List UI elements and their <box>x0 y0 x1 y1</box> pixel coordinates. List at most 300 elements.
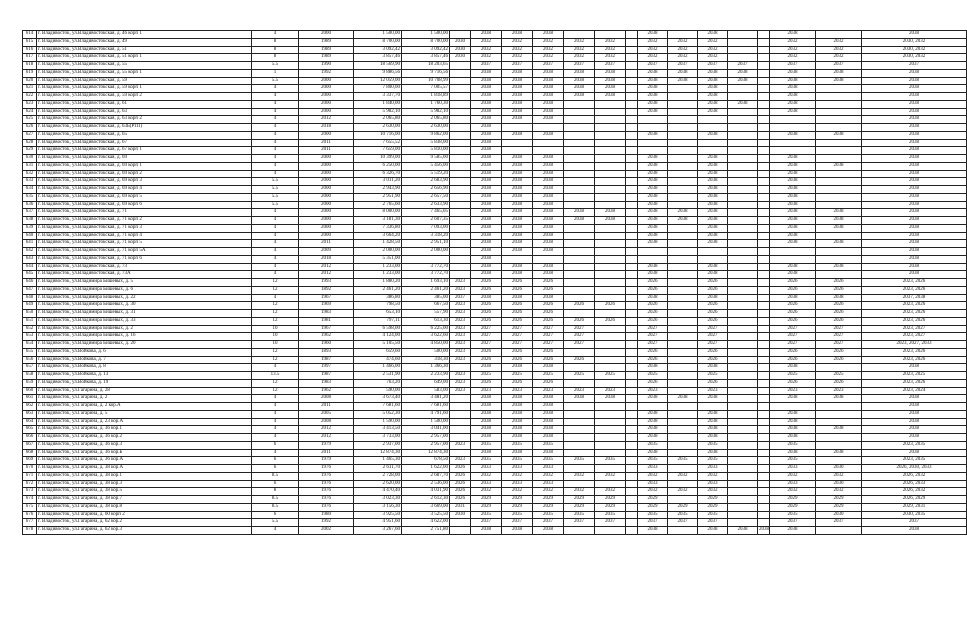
plan-col-19: 2038 <box>770 232 816 240</box>
row-number: 622 <box>23 93 37 101</box>
plan-col-13 <box>626 511 638 519</box>
plan-col-13 <box>626 356 638 364</box>
plan-col-14: 2038 <box>638 395 668 403</box>
plan-col-11 <box>564 480 595 488</box>
plan-col-16: 2032 <box>698 488 728 496</box>
area-living-cell: 3 318,20 <box>402 232 450 240</box>
plan-col-13 <box>626 279 638 287</box>
plan-col-11: 2038 <box>564 93 595 101</box>
plan-col-20: 2026 <box>816 279 862 287</box>
plan-summary-cell: 2038 <box>862 155 967 163</box>
plan-col-10: 2038 <box>533 410 564 418</box>
plan-col-18 <box>758 379 770 387</box>
plan-col-10: 2038 <box>533 155 564 163</box>
plan-col-9: 2038 <box>502 240 533 248</box>
plan-col-9 <box>502 147 533 155</box>
plan-col-14: 2038 <box>638 100 668 108</box>
plan-col-9: 2038 <box>502 77 533 85</box>
year-cell: 2000 <box>299 170 354 178</box>
address-cell: г. Владивосток, ул.Владивостокская, д. 73А <box>37 271 252 279</box>
plan-col-16: 2026 <box>698 302 728 310</box>
plan-col-16: 2038 <box>698 263 728 271</box>
row-number: 673 <box>23 488 37 496</box>
plan-col-13 <box>626 457 638 465</box>
area-total-cell: 590,00 <box>354 387 402 395</box>
plan-col-13 <box>626 193 638 201</box>
plan-col-19: 2038 <box>770 395 816 403</box>
plan-col-11: 2032 <box>564 488 595 496</box>
row-number: 654 <box>23 341 37 349</box>
plan-col-8: 2038 <box>471 162 502 170</box>
plan-col-20: 2038 <box>816 395 862 403</box>
plan-col-11: 2026 <box>564 317 595 325</box>
plan-col-7: 2023 <box>450 441 471 449</box>
plan-col-16: 2026 <box>698 348 728 356</box>
plan-col-16: 2026 <box>698 356 728 364</box>
area-total-cell: 3 023,30 <box>354 496 402 504</box>
plan-col-10: 2027 <box>533 333 564 341</box>
plan-col-15 <box>668 449 698 457</box>
plan-col-17: 2038 <box>728 77 758 85</box>
address-cell: г. Владивосток, ул.Владивостокская, д. 51 корп 1 <box>37 54 252 62</box>
row-number: 672 <box>23 480 37 488</box>
area-total-cell: 5 351,00 <box>354 255 402 263</box>
plan-col-17 <box>728 155 758 163</box>
wear-cell: 12 <box>252 310 299 318</box>
plan-col-10: 2038 <box>533 403 564 411</box>
plan-col-16: 2038 <box>698 178 728 186</box>
plan-col-20: 2038 <box>816 449 862 457</box>
plan-col-8: 2037 <box>471 62 502 70</box>
plan-summary-cell: 2038 <box>862 69 967 77</box>
plan-col-18 <box>758 46 770 54</box>
plan-summary-cell: 2038 <box>862 434 967 442</box>
address-cell: г. Владивосток, ул.Гагарина, д. 38 кор.А <box>37 465 252 473</box>
address-cell: г. Владивосток, ул.Войкова, д. 8 <box>37 364 252 372</box>
area-living-cell: 2 751,80 <box>402 527 450 535</box>
plan-summary-cell: 2038 <box>862 108 967 116</box>
address-cell: г. Владивосток, ул.Владимира Бишевых, д. 16 <box>37 333 252 341</box>
plan-summary-cell: 2038 <box>862 364 967 372</box>
plan-col-16: 2038 <box>698 271 728 279</box>
year-cell: 2005 <box>299 410 354 418</box>
plan-col-14: 2038 <box>638 434 668 442</box>
plan-col-19: 2035 <box>770 441 816 449</box>
area-total-cell: 18 569,90 <box>354 62 402 70</box>
plan-col-19 <box>770 139 816 147</box>
plan-col-9: 2038 <box>502 131 533 139</box>
row-number: 669 <box>23 457 37 465</box>
plan-col-12: 2038 <box>595 93 626 101</box>
plan-summary-cell: 2037 <box>862 62 967 70</box>
address-cell: г. Владивосток, ул.Гагарина, д. 36 кор.А <box>37 457 252 465</box>
table-row <box>23 465 967 473</box>
area-living-cell: 3 772,70 <box>402 271 450 279</box>
plan-col-9: 2033 <box>502 480 533 488</box>
plan-col-17 <box>728 325 758 333</box>
year-cell: 2000 <box>299 201 354 209</box>
area-total-cell: 7 681,60 <box>354 403 402 411</box>
plan-col-14: 2026 <box>638 317 668 325</box>
plan-col-19: 2038 <box>770 77 816 85</box>
table-row <box>23 410 967 418</box>
plan-col-8: 2038 <box>471 124 502 132</box>
plan-col-11 <box>564 418 595 426</box>
area-living-cell: 5 810,00 <box>402 147 450 155</box>
plan-col-10: 2038 <box>533 116 564 124</box>
plan-col-13 <box>626 395 638 403</box>
plan-col-13 <box>626 186 638 194</box>
plan-col-20: 2038 <box>816 217 862 225</box>
wear-cell: 8.5 <box>252 503 299 511</box>
plan-col-15 <box>668 434 698 442</box>
plan-col-19: 2038 <box>770 364 816 372</box>
wear-cell: 4 <box>252 116 299 124</box>
plan-col-11 <box>564 240 595 248</box>
plan-col-19: 2038 <box>770 209 816 217</box>
table-row <box>23 472 967 480</box>
area-total-cell: 1 233,00 <box>354 271 402 279</box>
plan-col-15 <box>668 310 698 318</box>
plan-col-19: 2038 <box>770 178 816 186</box>
area-living-cell: 7 681,60 <box>402 403 450 411</box>
plan-col-19: 2038 <box>770 418 816 426</box>
row-number: 641 <box>23 240 37 248</box>
plan-col-20 <box>816 139 862 147</box>
address-cell: г. Владивосток, ул.Владивостокская, д. 55 <box>37 62 252 70</box>
area-living-cell: 649,00 <box>402 379 450 387</box>
address-cell: г. Владивосток, ул.Владивостокская, д. 71 корп 4 <box>37 232 252 240</box>
address-cell: г. Владивосток, ул.Владивостокская, д. 71 корп 6 <box>37 255 252 263</box>
plan-col-12: 2023 <box>595 387 626 395</box>
area-living-cell: 2 630,00 <box>402 124 450 132</box>
row-number: 617 <box>23 54 37 62</box>
plan-col-7: 2023 <box>450 379 471 387</box>
plan-col-13 <box>626 527 638 535</box>
plan-col-14: 2038 <box>638 240 668 248</box>
address-cell: г. Владивосток, ул.Гагарина, д. 36 кор.Б <box>37 449 252 457</box>
plan-col-11: 2038 <box>564 209 595 217</box>
plan-col-12 <box>595 131 626 139</box>
plan-col-8: 2023 <box>471 387 502 395</box>
plan-col-8: 2038 <box>471 155 502 163</box>
plan-summary-cell: 2023, 2026 <box>862 317 967 325</box>
plan-col-9: 2026 <box>502 348 533 356</box>
plan-col-12 <box>595 527 626 535</box>
plan-col-11 <box>564 147 595 155</box>
address-cell: г. Владивосток, ул.Владивостокская, д. 59 <box>37 77 252 85</box>
plan-col-16: 2027 <box>698 341 728 349</box>
plan-col-18 <box>758 395 770 403</box>
wear-cell: 4 <box>252 240 299 248</box>
plan-col-17 <box>728 186 758 194</box>
plan-col-15 <box>668 387 698 395</box>
year-cell: 2000 <box>299 93 354 101</box>
area-living-cell: 3 092,42 <box>402 46 450 54</box>
plan-col-20: 2032 <box>816 46 862 54</box>
plan-col-7: 2030 <box>450 511 471 519</box>
plan-col-9: 2038 <box>502 527 533 535</box>
plan-col-15 <box>668 201 698 209</box>
plan-col-12: 2025 <box>595 372 626 380</box>
year-cell: 2000 <box>299 108 354 116</box>
plan-col-15 <box>668 193 698 201</box>
plan-col-11 <box>564 294 595 302</box>
plan-col-14: 2038 <box>638 77 668 85</box>
plan-col-17 <box>728 139 758 147</box>
area-total-cell: 8 700,00 <box>354 38 402 46</box>
address-cell: г. Владивосток, ул.Владивостокская, д. 71 корп 5А <box>37 248 252 256</box>
plan-col-15 <box>668 139 698 147</box>
plan-col-7 <box>450 69 471 77</box>
address-cell: г. Владивосток, ул.Владивостокская, д. 63 корп 2 <box>37 116 252 124</box>
plan-col-18 <box>758 387 770 395</box>
plan-col-7 <box>450 193 471 201</box>
plan-col-20 <box>816 155 862 163</box>
area-total-cell: 797,11 <box>354 317 402 325</box>
plan-col-8: 2038 <box>471 527 502 535</box>
address-cell: г. Владивосток, ул.Владивостокская, д. 71 корп 5 <box>37 240 252 248</box>
plan-col-18 <box>758 255 770 263</box>
year-cell: 1987 <box>299 356 354 364</box>
plan-col-13 <box>626 46 638 54</box>
plan-col-14: 2035 <box>638 511 668 519</box>
plan-col-7: 2023 <box>450 333 471 341</box>
plan-col-9: 2038 <box>502 155 533 163</box>
wear-cell: 5.5 <box>252 193 299 201</box>
plan-col-13 <box>626 240 638 248</box>
wear-cell: 12 <box>252 379 299 387</box>
plan-summary-cell: 2029, 2031 <box>862 503 967 511</box>
area-total-cell: 10 716,00 <box>354 131 402 139</box>
area-living-cell: 3 525,50 <box>402 511 450 519</box>
plan-col-15 <box>668 170 698 178</box>
plan-col-8: 2038 <box>471 139 502 147</box>
plan-col-20: 2026 <box>816 379 862 387</box>
wear-cell: 5.5 <box>252 62 299 70</box>
table-row <box>23 263 967 271</box>
table-row <box>23 503 967 511</box>
wear-cell: 4 <box>252 294 299 302</box>
area-living-cell: 5 982,10 <box>402 108 450 116</box>
plan-col-9: 2038 <box>502 418 533 426</box>
plan-col-14 <box>638 116 668 124</box>
area-total-cell: 3 413,50 <box>354 426 402 434</box>
plan-col-8: 2038 <box>471 217 502 225</box>
plan-col-7: 2023 <box>450 356 471 364</box>
plan-col-18 <box>758 178 770 186</box>
plan-col-13 <box>626 317 638 325</box>
address-cell: г. Владивосток, ул.Владивостокская, д. 55 корп 1 <box>37 69 252 77</box>
plan-col-17 <box>728 333 758 341</box>
plan-col-18 <box>758 193 770 201</box>
row-number: 644 <box>23 263 37 271</box>
plan-col-11: 2032 <box>564 54 595 62</box>
plan-col-13 <box>626 77 638 85</box>
plan-col-20 <box>816 170 862 178</box>
plan-col-18 <box>758 472 770 480</box>
address-cell: г. Владивосток, ул.Войкова, д. 19 <box>37 379 252 387</box>
plan-col-14: 2038 <box>638 217 668 225</box>
address-cell: г. Владивосток, ул.Владимира Бишевых, д. 20 <box>37 341 252 349</box>
plan-col-19: 2026 <box>770 286 816 294</box>
year-cell: 2000 <box>299 162 354 170</box>
plan-col-15 <box>668 31 698 39</box>
plan-col-10: 2038 <box>533 527 564 535</box>
plan-col-15 <box>668 348 698 356</box>
plan-col-10: 2032 <box>533 472 564 480</box>
plan-col-18 <box>758 147 770 155</box>
plan-col-15: 2037 <box>668 62 698 70</box>
plan-col-7 <box>450 139 471 147</box>
year-cell: 1967 <box>299 294 354 302</box>
plan-col-8: 2026 <box>471 348 502 356</box>
plan-col-10: 2038 <box>533 426 564 434</box>
plan-col-14: 2038 <box>638 224 668 232</box>
plan-col-19: 2038 <box>770 186 816 194</box>
plan-col-20: 2032 <box>816 488 862 496</box>
year-cell: 2011 <box>299 240 354 248</box>
plan-col-7: 2026 <box>450 472 471 480</box>
address-cell: г. Владивосток, ул.Владимира Бишевых, д. 2 <box>37 325 252 333</box>
plan-col-8: 2025 <box>471 372 502 380</box>
wear-cell: 4 <box>252 271 299 279</box>
wear-cell: 6 <box>252 511 299 519</box>
plan-col-17 <box>728 170 758 178</box>
row-number: 655 <box>23 348 37 356</box>
area-total-cell: 2 531,90 <box>354 372 402 380</box>
area-living-cell: 4 622,00 <box>402 519 450 527</box>
plan-col-8: 2026 <box>471 286 502 294</box>
plan-col-8: 2027 <box>471 341 502 349</box>
plan-col-14: 2038 <box>638 271 668 279</box>
plan-col-10: 2026 <box>533 348 564 356</box>
year-cell: 2011 <box>299 139 354 147</box>
plan-col-17 <box>728 426 758 434</box>
plan-col-17 <box>728 263 758 271</box>
plan-col-20: 2023 <box>816 387 862 395</box>
year-cell: 2000 <box>299 232 354 240</box>
area-living-cell: 9 862,00 <box>402 131 450 139</box>
plan-summary-cell: 2038 <box>862 178 967 186</box>
plan-summary-cell: 2023, 2026 <box>862 379 967 387</box>
plan-col-14: 2038 <box>638 93 668 101</box>
wear-cell: 4 <box>252 434 299 442</box>
wear-cell: 4 <box>252 364 299 372</box>
plan-col-16: 2027 <box>698 325 728 333</box>
wear-cell: 12 <box>252 348 299 356</box>
plan-col-17 <box>728 457 758 465</box>
plan-col-13 <box>626 403 638 411</box>
plan-col-16: 2033 <box>698 480 728 488</box>
plan-col-8: 2027 <box>471 325 502 333</box>
plan-col-12 <box>595 232 626 240</box>
wear-cell: 4 <box>252 426 299 434</box>
plan-col-8: 2032 <box>471 38 502 46</box>
plan-col-16: 2038 <box>698 155 728 163</box>
wear-cell: 13.5 <box>252 372 299 380</box>
address-cell: г. Владивосток, ул.Владивостокская, д. 46 корп 1 <box>37 31 252 39</box>
plan-col-7: 2026 <box>450 465 471 473</box>
plan-col-10 <box>533 139 564 147</box>
plan-col-18 <box>758 488 770 496</box>
plan-col-11 <box>564 348 595 356</box>
area-living-cell: 1 500,00 <box>402 31 450 39</box>
plan-col-17 <box>728 224 758 232</box>
plan-col-10: 2033 <box>533 465 564 473</box>
area-total-cell: 3 267,60 <box>354 527 402 535</box>
plan-col-19: 2032 <box>770 38 816 46</box>
area-total-cell: 3 733,00 <box>354 434 402 442</box>
plan-col-18 <box>758 100 770 108</box>
address-cell: г. Владивосток, ул.Владимира Бишевых, д. 5 <box>37 279 252 287</box>
plan-col-10: 2038 <box>533 193 564 201</box>
plan-col-14: 2033 <box>638 480 668 488</box>
wear-cell: 10 <box>252 333 299 341</box>
plan-col-7: 2023 <box>450 348 471 356</box>
plan-col-14: 2037 <box>638 519 668 527</box>
plan-col-8: 2035 <box>471 457 502 465</box>
wear-cell: 4 <box>252 124 299 132</box>
plan-col-12 <box>595 248 626 256</box>
table-row <box>23 155 967 163</box>
plan-col-7 <box>450 162 471 170</box>
table-row <box>23 108 967 116</box>
plan-col-13 <box>626 139 638 147</box>
plan-col-13 <box>626 426 638 434</box>
row-number: 658 <box>23 372 37 380</box>
plan-col-16: 2038 <box>698 193 728 201</box>
plan-col-16 <box>698 147 728 155</box>
address-cell: г. Владивосток, ул.Владивостокская, д. 59 корп 2 <box>37 93 252 101</box>
plan-col-13 <box>626 201 638 209</box>
plan-col-19: 2023 <box>770 387 816 395</box>
row-number: 653 <box>23 333 37 341</box>
plan-col-10: 2037 <box>533 62 564 70</box>
plan-col-11 <box>564 139 595 147</box>
wear-cell: 4 <box>252 449 299 457</box>
address-cell: г. Владивосток, ул.Гагарина, д. 38 кор.8 <box>37 503 252 511</box>
plan-summary-cell: 2038 <box>862 418 967 426</box>
address-cell: г. Владивосток, ул.Гагарина, д. 38 кор.1 <box>37 472 252 480</box>
plan-col-20: 2029 <box>816 496 862 504</box>
wear-cell: 5.5 <box>252 186 299 194</box>
plan-col-8: 2035 <box>471 511 502 519</box>
plan-summary-cell: 2038 <box>862 139 967 147</box>
wear-cell: 4 <box>252 232 299 240</box>
plan-col-20: 2038 <box>816 162 862 170</box>
plan-col-20: 2032 <box>816 38 862 46</box>
table-row <box>23 356 967 364</box>
plan-col-14: 2038 <box>638 527 668 535</box>
plan-col-17: 2038 <box>728 527 758 535</box>
plan-col-11 <box>564 426 595 434</box>
row-number: 674 <box>23 496 37 504</box>
year-cell: 1992 <box>299 519 354 527</box>
plan-col-12 <box>595 341 626 349</box>
plan-col-9: 2038 <box>502 100 533 108</box>
area-total-cell: 474,60 <box>354 356 402 364</box>
plan-col-17 <box>728 46 758 54</box>
plan-col-20: 2027 <box>816 333 862 341</box>
plan-col-18 <box>758 519 770 527</box>
plan-col-8: 2038 <box>471 186 502 194</box>
plan-col-13 <box>626 116 638 124</box>
plan-col-13 <box>626 410 638 418</box>
plan-col-8: 2038 <box>471 85 502 93</box>
plan-col-12 <box>595 403 626 411</box>
plan-col-15 <box>668 271 698 279</box>
